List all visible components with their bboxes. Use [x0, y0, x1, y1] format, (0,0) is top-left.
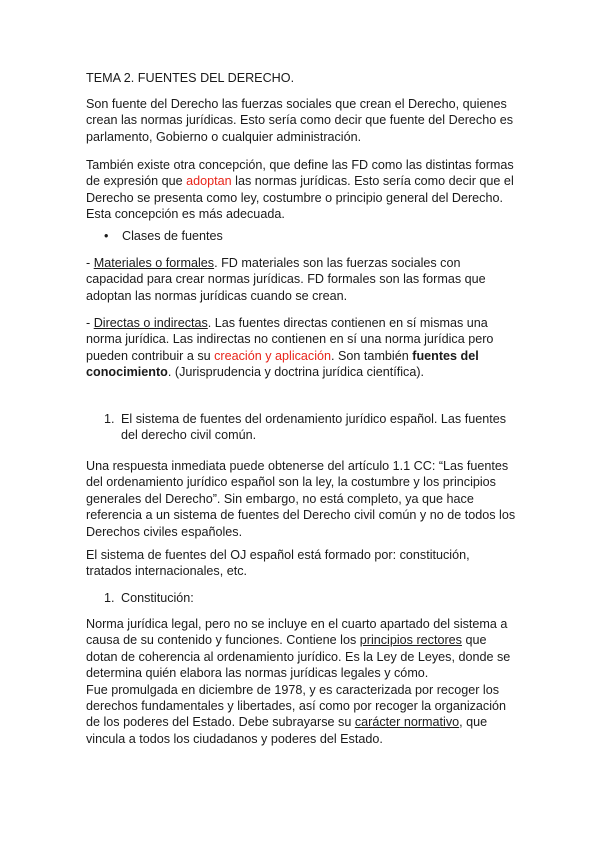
p7-text-b: que dotan de coherencia al ordenamiento jurídico. Es la Ley de Leyes, donde se determina quién elabora las normas jurídicas legales y cómo.: [86, 633, 511, 681]
paragraph-definition: Son fuente del Derecho las fuerzas sociales que crean el Derecho, quienes crean las normas jurídicas. Esto sería como decir que fuente del Derecho es parlamento, Gobierno o cualquier administración.: [86, 97, 514, 144]
list-number: 1.: [104, 412, 115, 426]
p2-highlight: adoptan: [186, 174, 232, 189]
p4-text-mid2: . Son también: [331, 348, 413, 363]
paragraph-directas: [86, 315, 516, 381]
p7-underlined-2: carácter normativo: [354, 715, 460, 730]
p2-text-after: las normas jurídicas. Esto sería como decir que el Derecho se presenta como ley, costumbre o principio general del Derecho. Esta concepción es más adecuada.: [86, 174, 514, 222]
numbered-heading-text: Constitución:: [121, 591, 194, 605]
p3-underlined: Materiales o formales: [93, 256, 215, 270]
p4-dash: -: [86, 316, 94, 330]
p7-text-d: , que vincula a todos los ciudadanos y poderes del Estado.: [86, 715, 488, 746]
p4-text-after: . (Jurisprudencia y doctrina jurídica científica).: [167, 365, 425, 380]
paragraph-concepcion: [86, 157, 516, 223]
paragraph-sistema-oj: El sistema de fuentes del OJ español está formado por: constitución, tratados internacionales, etc.: [86, 548, 470, 579]
paragraph-articulo: Una respuesta inmediata puede obtenerse del artículo 1.1 CC: “Las fuentes del ordenamiento jurídico español son la ley, la costumbre y los principios generales del Derecho”. Sin embargo, no está completo, ya que hace referencia a un sistema de fuentes del Derecho civil común y no de todos los Derechos civiles españoles.: [86, 459, 516, 539]
p2-text-before: También existe otra concepción, que define las FD como las distintas formas de expresión que: [86, 158, 514, 189]
p7-underlined-1: principios rectores: [359, 633, 462, 648]
list-number: 1.: [104, 591, 115, 605]
p4-text-mid: . Las fuentes directas contienen en sí mismas una norma jurídica. Las indirectas no contienen en sí una norma jurídica pero pueden contribuir a su: [86, 316, 494, 363]
p3-dash: -: [86, 256, 94, 270]
p4-underlined: Directas o indirectas: [93, 316, 208, 330]
document-title: TEMA 2. FUENTES DEL DERECHO.: [86, 71, 295, 85]
paragraph-constitucion: [86, 616, 516, 747]
p4-bold: fuentes del conocimiento: [86, 348, 479, 380]
numbered-heading-text: El sistema de fuentes del ordenamiento jurídico español. Las fuentes del derecho civil común.: [121, 412, 507, 443]
bullet-text: Clases de fuentes: [122, 229, 223, 243]
p7-text-c: Fue promulgada en diciembre de 1978, y es caracterizada por recoger los derechos fundamentales y libertades, así como por recoger la organización de los poderes del Estado. Debe subrayarse su: [86, 682, 507, 730]
p7-text-a: Norma jurídica legal, pero no se incluye en el cuarto apartado del sistema a causa de su contenido y funciones. Contiene los: [86, 617, 508, 648]
p4-highlight: creación y aplicación: [214, 348, 332, 363]
paragraph-materiales: [86, 255, 516, 304]
bullet-marker: •: [104, 229, 109, 243]
p3-text-after: . FD materiales son las fuerzas sociales con capacidad para crear normas jurídicas. FD formales son las formas que adoptan las normas jurídicas cuando se crean.: [86, 256, 486, 303]
